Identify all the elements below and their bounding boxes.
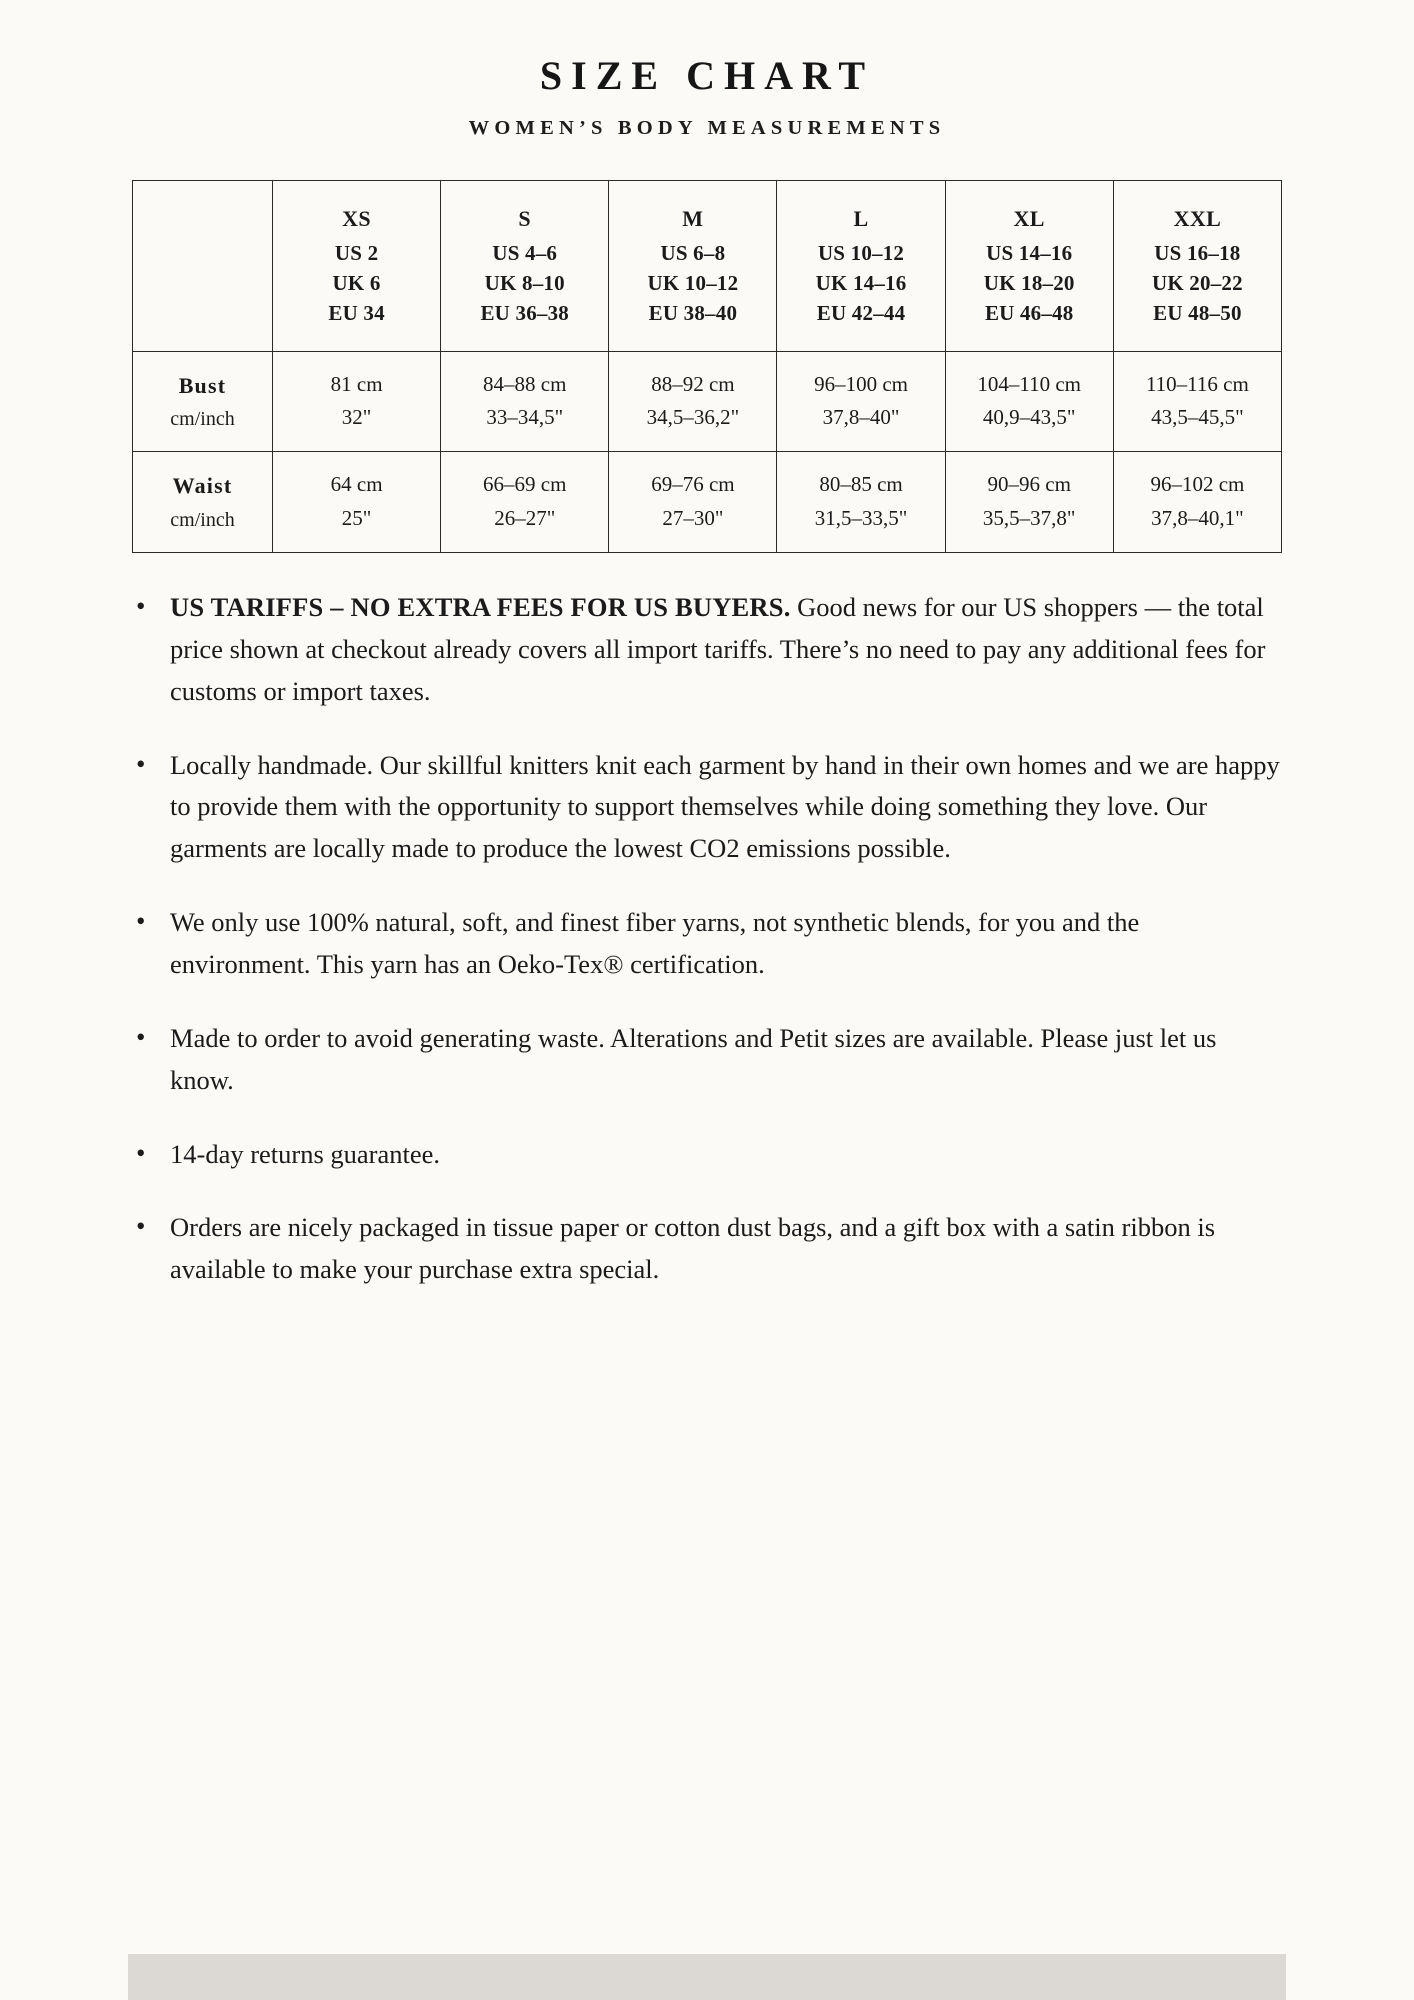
- note-text: We only use 100% natural, soft, and finest fiber yarns, not synthetic blends, for you and the environment. This yarn has an Oeko-Tex® certification.: [170, 907, 1140, 979]
- column-size-label: L: [853, 206, 869, 231]
- table-cell: [609, 351, 777, 452]
- table-header-row: [133, 181, 1282, 352]
- note-lead: US TARIFFS – NO EXTRA FEES FOR US BUYERS.: [170, 591, 791, 622]
- table-column-header: [609, 181, 777, 352]
- note-text: 14-day returns guarantee.: [170, 1138, 441, 1169]
- table-column-header: [1113, 181, 1281, 352]
- size-chart-table: [132, 180, 1282, 553]
- page-subtitle: WOMEN’S BODY MEASUREMENTS: [468, 117, 946, 139]
- list-item: [132, 902, 1282, 986]
- cell-value-cm: 84–88 cm: [483, 371, 567, 396]
- column-size-label: XXL: [1173, 206, 1222, 231]
- list-item: [132, 587, 1282, 713]
- cell-value-inch: 43,5–45,5": [1151, 405, 1244, 430]
- row-header-bust: [133, 351, 273, 452]
- table-cell: [777, 351, 945, 452]
- cell-value-inch: 31,5–33,5": [814, 506, 908, 531]
- table-row: [133, 351, 1282, 452]
- table-cell: [273, 351, 441, 452]
- cell-value-cm: 104–110 cm: [977, 371, 1082, 396]
- size-chart-table-wrapper: [132, 180, 1282, 553]
- cell-value-inch: 33–34,5": [486, 405, 564, 430]
- table-column-header: [441, 181, 609, 352]
- cell-value-cm: 80–85 cm: [819, 472, 903, 497]
- cell-value-inch: 37,8–40": [822, 405, 900, 430]
- column-uk-size: UK 18–20: [983, 271, 1075, 296]
- column-size-label: M: [682, 206, 704, 231]
- column-us-size: US 16–18: [1154, 241, 1241, 266]
- cell-value-cm: 88–92 cm: [651, 371, 735, 396]
- table-cell: [1113, 452, 1281, 553]
- column-eu-size: EU 38–40: [648, 300, 738, 325]
- table-column-header: [777, 181, 945, 352]
- page-title: SIZE CHART: [539, 53, 875, 98]
- cell-value-cm: 64 cm: [330, 472, 383, 497]
- note-text: Locally handmade. Our skillful knitters knit each garment by hand in their own homes and we are happy to provide them with the opportunity to support themselves while doing something they love. Our garments are locally made to produce the lowest CO2 emissions possible.: [170, 749, 1280, 864]
- cell-value-cm: 96–102 cm: [1150, 472, 1245, 497]
- cell-value-cm: 69–76 cm: [651, 472, 735, 497]
- row-unit: cm/inch: [170, 508, 235, 531]
- row-unit: cm/inch: [170, 407, 235, 430]
- column-eu-size: EU 36–38: [480, 300, 569, 325]
- footer-placeholder-block: [128, 1954, 1286, 2000]
- table-cell: [1113, 351, 1281, 452]
- column-uk-size: UK 8–10: [484, 271, 565, 296]
- cell-value-inch: 37,8–40,1": [1151, 506, 1244, 531]
- note-text: Orders are nicely packaged in tissue paper or cotton dust bags, and a gift box with a satin ribbon is available to make your purchase extra special.: [170, 1212, 1216, 1285]
- table-cell: [273, 452, 441, 553]
- column-us-size: US 2: [334, 241, 379, 266]
- column-uk-size: UK 6: [332, 271, 381, 296]
- table-cell: [441, 452, 609, 553]
- column-eu-size: EU 42–44: [816, 300, 906, 325]
- column-size-label: XL: [1013, 206, 1045, 231]
- cell-value-inch: 32": [341, 405, 372, 430]
- list-item: [132, 1207, 1282, 1291]
- cell-value-inch: 25": [341, 506, 372, 531]
- list-item: [132, 1018, 1282, 1102]
- note-text: Made to order to avoid generating waste. Alterations and Petit sizes are available. Please just let us know.: [170, 1022, 1217, 1095]
- table-cell: [945, 351, 1113, 452]
- cell-value-inch: 35,5–37,8": [982, 506, 1076, 531]
- table-row: [133, 452, 1282, 553]
- cell-value-cm: 90–96 cm: [987, 472, 1071, 497]
- table-cell: [441, 351, 609, 452]
- column-uk-size: UK 20–22: [1151, 271, 1243, 296]
- cell-value-cm: 81 cm: [330, 371, 383, 396]
- cell-value-inch: 40,9–43,5": [982, 405, 1076, 430]
- table-column-header: [273, 181, 441, 352]
- column-size-label: S: [518, 206, 532, 231]
- table-corner-cell: [133, 181, 273, 352]
- column-size-label: XS: [342, 206, 372, 231]
- cell-value-cm: 96–100 cm: [814, 371, 908, 396]
- column-uk-size: UK 10–12: [647, 271, 739, 296]
- column-us-size: US 14–16: [986, 241, 1073, 266]
- column-eu-size: EU 46–48: [984, 300, 1074, 325]
- table-cell: [609, 452, 777, 553]
- notes-list: [132, 587, 1282, 1291]
- table-column-header: [945, 181, 1113, 352]
- cell-value-inch: 34,5–36,2": [646, 405, 740, 430]
- table-cell: [777, 452, 945, 553]
- row-label: Waist: [172, 473, 233, 499]
- list-item: [132, 1134, 1282, 1176]
- table-cell: [945, 452, 1113, 553]
- column-eu-size: EU 48–50: [1153, 300, 1242, 325]
- row-label: Bust: [178, 372, 227, 398]
- column-us-size: US 6–8: [660, 241, 726, 266]
- cell-value-inch: 27–30": [662, 506, 724, 531]
- list-item: [132, 745, 1282, 871]
- cell-value-cm: 110–116 cm: [1145, 371, 1249, 396]
- cell-value-inch: 26–27": [494, 506, 556, 531]
- row-header-waist: [133, 452, 273, 553]
- column-uk-size: UK 14–16: [815, 271, 907, 296]
- column-eu-size: EU 34: [328, 300, 385, 325]
- cell-value-cm: 66–69 cm: [483, 472, 567, 497]
- note-text: Good news for our US shoppers — the total price shown at checkout already covers all import tariffs. There’s no need to pay any additional fees for customs or import taxes.: [170, 591, 1266, 706]
- column-us-size: US 4–6: [492, 241, 558, 266]
- column-us-size: US 10–12: [817, 241, 905, 266]
